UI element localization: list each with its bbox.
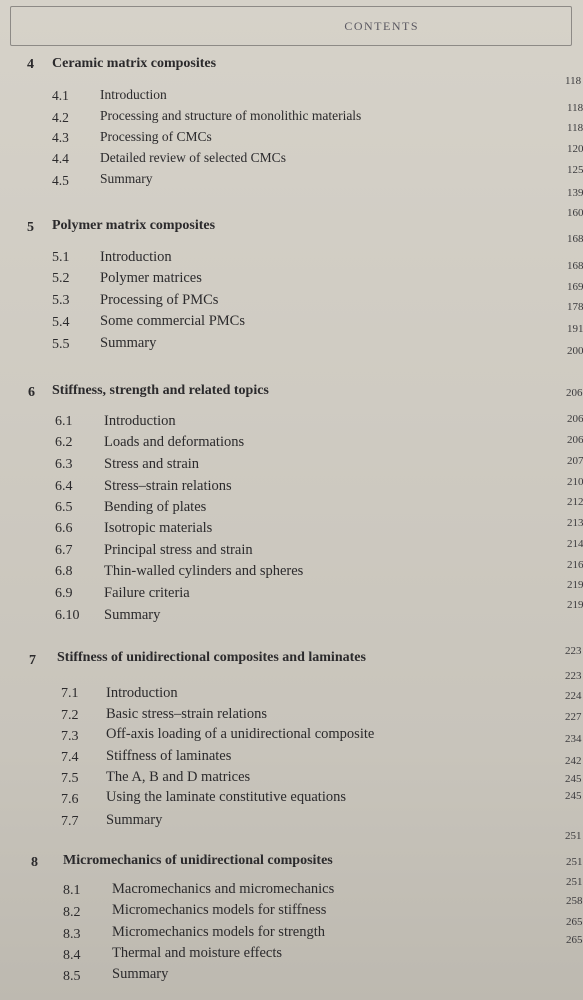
chapter-number: 5 (27, 220, 34, 235)
chapter-title: Ceramic matrix composites (52, 56, 217, 71)
section-page: 213 (567, 517, 583, 529)
section-number: 7.3 (61, 729, 79, 744)
section-number: 7.7 (61, 814, 79, 829)
section-page: 118 (567, 122, 583, 134)
chapter-page: 251 (565, 830, 582, 842)
section-page: 216 (567, 559, 583, 571)
section-page: 206 (567, 413, 583, 425)
section-title: Introduction (100, 87, 167, 102)
section-page: 245 (565, 790, 582, 802)
section-number: 5.5 (52, 337, 70, 352)
section-number: 6.5 (55, 500, 73, 515)
chapter-page: 206 (566, 387, 583, 399)
section-page: 214 (567, 538, 583, 550)
section-title: Processing and structure of monolithic materials (100, 108, 362, 123)
section-title: Off-axis loading of a unidirectional composite (106, 726, 375, 742)
section-page: 200 (567, 345, 583, 357)
section-page: 210 (567, 476, 583, 488)
section-page: 206 (567, 434, 583, 446)
section-title: Summary (100, 171, 153, 186)
section-title: Detailed review of selected CMCs (100, 150, 286, 165)
section-title: Introduction (104, 413, 176, 429)
section-title: Summary (100, 335, 157, 351)
section-title: Basic stress–strain relations (106, 706, 268, 722)
chapter-number: 6 (28, 385, 35, 400)
section-title: Polymer matrices (100, 270, 202, 286)
section-title: Bending of plates (104, 499, 207, 515)
section-page: 258 (566, 895, 583, 907)
section-title: Failure criteria (104, 585, 190, 601)
section-title: Stiffness of laminates (106, 748, 232, 764)
page-title: CONTENTS (344, 19, 419, 33)
section-title: Thin-walled cylinders and spheres (104, 563, 304, 579)
section-page: 207 (567, 455, 583, 467)
section-page: 160 (567, 207, 583, 219)
section-page: 212 (567, 496, 583, 508)
section-page: 169 (567, 281, 583, 293)
section-page: 120 (567, 143, 583, 155)
chapter-number: 8 (31, 855, 38, 870)
section-title: Isotropic materials (104, 520, 213, 536)
section-number: 6.6 (55, 521, 73, 536)
chapter-title: Stiffness of unidirectional composites and laminates (57, 650, 366, 665)
section-page: 234 (565, 733, 582, 745)
section-number: 6.9 (55, 586, 73, 601)
section-page: 168 (567, 260, 583, 272)
section-number: 4.1 (52, 88, 69, 103)
section-page: 139 (567, 187, 583, 199)
section-number: 5.2 (52, 271, 70, 286)
section-title: Principal stress and strain (104, 542, 253, 558)
section-page: 227 (565, 711, 582, 723)
contents-header-box (10, 6, 572, 46)
section-number: 8.4 (63, 948, 81, 963)
section-number: 4.2 (52, 110, 69, 125)
section-title: Using the laminate constitutive equations (106, 789, 347, 805)
section-title: Stress and strain (104, 456, 200, 472)
section-page: 251 (566, 876, 583, 888)
section-title: Processing of CMCs (100, 129, 212, 144)
section-page: 265 (566, 934, 583, 946)
section-number: 7.5 (61, 771, 79, 786)
section-title: Processing of PMCs (100, 292, 219, 308)
section-page: 242 (565, 755, 582, 767)
section-page: 224 (565, 690, 582, 702)
chapter-title: Polymer matrix composites (52, 218, 216, 233)
section-page: 125 (567, 164, 583, 176)
section-number: 6.10 (55, 608, 80, 623)
chapter-title: Micromechanics of unidirectional composites (63, 853, 333, 868)
section-number: 8.1 (63, 883, 81, 898)
section-title: Introduction (106, 685, 178, 701)
section-number: 6.8 (55, 564, 73, 579)
section-number: 7.4 (61, 750, 79, 765)
section-title: Loads and deformations (104, 434, 245, 450)
section-title: Macromechanics and micromechanics (112, 881, 335, 897)
chapter-page: 223 (565, 645, 582, 657)
section-title: Some commercial PMCs (100, 313, 245, 329)
section-number: 4.5 (52, 173, 69, 188)
section-page: 245 (565, 773, 582, 785)
section-number: 8.5 (63, 969, 81, 984)
section-number: 5.1 (52, 250, 70, 265)
section-number: 7.6 (61, 792, 79, 807)
section-title: Summary (106, 812, 163, 828)
section-title: Summary (104, 607, 161, 623)
section-number: 4.3 (52, 130, 69, 145)
section-page: 219 (567, 599, 583, 611)
chapter-page: 168 (567, 233, 583, 245)
section-page: 191 (567, 323, 583, 335)
section-title: Stress–strain relations (104, 478, 232, 494)
section-number: 6.3 (55, 457, 73, 472)
section-page: 265 (566, 916, 583, 928)
section-number: 6.2 (55, 435, 73, 450)
section-page: 251 (566, 856, 583, 868)
section-page: 118 (567, 102, 583, 114)
section-title: Summary (112, 966, 169, 982)
section-number: 5.4 (52, 315, 70, 330)
chapter-title: Stiffness, strength and related topics (52, 383, 269, 398)
section-number: 8.3 (63, 927, 81, 942)
section-number: 6.1 (55, 414, 73, 429)
section-number: 4.4 (52, 151, 69, 166)
section-title: Micromechanics models for stiffness (112, 902, 327, 918)
section-number: 6.7 (55, 543, 73, 558)
section-number: 8.2 (63, 905, 81, 920)
section-page: 219 (567, 579, 583, 591)
chapter-number: 4 (27, 57, 34, 72)
section-title: The A, B and D matrices (106, 769, 251, 785)
section-title: Thermal and moisture effects (112, 945, 283, 961)
section-number: 7.1 (61, 686, 79, 701)
section-number: 5.3 (52, 293, 70, 308)
section-title: Introduction (100, 249, 172, 265)
section-page: 223 (565, 670, 582, 682)
section-number: 6.4 (55, 479, 73, 494)
section-number: 7.2 (61, 708, 79, 723)
chapter-page: 118 (565, 75, 582, 87)
section-page: 178 (567, 301, 583, 313)
section-title: Micromechanics models for strength (112, 924, 326, 940)
chapter-number: 7 (29, 653, 36, 668)
